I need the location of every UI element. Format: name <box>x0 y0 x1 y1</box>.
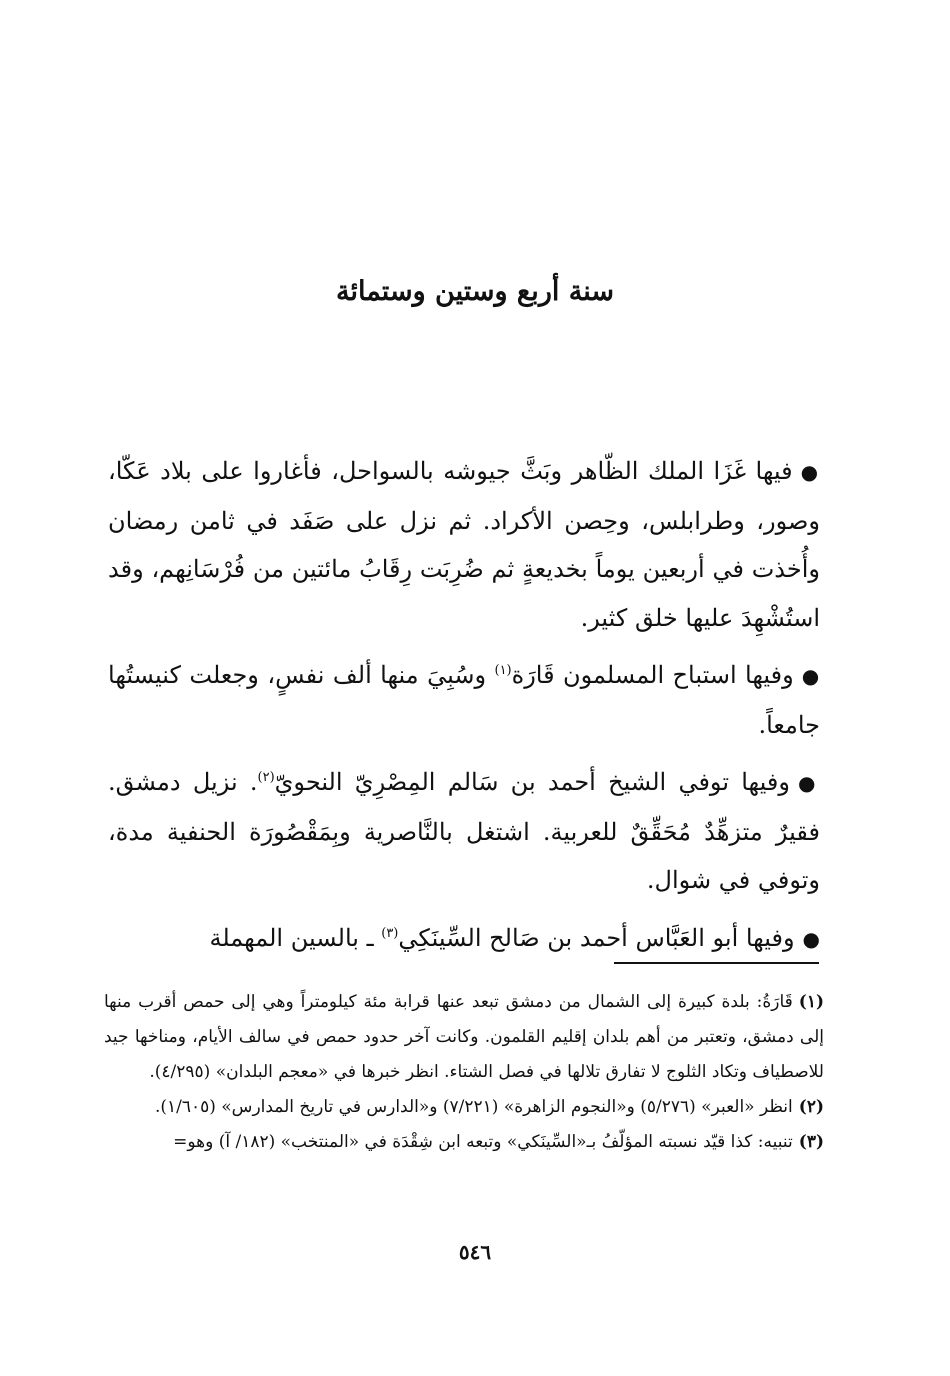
footnote-number: (٢) <box>798 1097 824 1117</box>
paragraph-3 <box>108 758 820 905</box>
page-number: ٥٤٦ <box>458 1240 492 1264</box>
footnotes <box>104 985 824 1160</box>
footnote-ref: (١) <box>494 663 512 678</box>
chapter-title: سنة أربع وستين وستمائة <box>335 276 614 307</box>
footnote-3 <box>104 1125 824 1160</box>
bullet-icon: ● <box>801 664 821 688</box>
bullet-icon: ● <box>802 926 820 951</box>
paragraph-1 <box>108 447 820 642</box>
footnote-text: قَارَةُ: بلدة كبيرة إلى الشمال من دمشق تبعد عنها قرابة مئة كيلومتراً وهي إلى حمص أقرب منها إلى دمشق، وتعتبر من أهم بلدان إقليم القلمون. وكانت آخر حدود حمص في سالف الأيام، ومناخها جيد للاصطياف وتكاد الثلوج لا تفارق تلالها في فصل الشتاء. انظر خبرها في «معجم البلدان» (٤/٢٩٥). <box>104 992 824 1082</box>
footnote-number: (٣) <box>798 1132 824 1152</box>
paragraph-text-after: . نزيل دمشق. فقيرٌ متزهِّدٌ مُحَقِّقٌ للعربية. اشتغل بالنَّاصرية وبِمَقْصُورَة الحنفية مدة، وتوفي في شوال. <box>108 768 820 894</box>
footnote-text: تنبيه: كذا قيّد نسبته المؤلّفُ بـ«السِّينَكي» وتبعه ابن شِقْدَة في «المنتخب» (١٨٢/ آ) وهو= <box>173 1132 793 1152</box>
paragraph-2 <box>108 651 820 749</box>
paragraph-text-before: وفيها توفي الشيخ أحمد بن سَالم المِصْرِيّ النحويّ <box>274 768 790 796</box>
footnote-text: انظر «العبر» (٥/٢٧٦) و«النجوم الزاهرة» (٧/٢٢١) و«الدارس في تاريخ المدارس» (١/٦٠٥). <box>154 1097 793 1117</box>
footnote-number: (١) <box>798 992 824 1012</box>
footnote-1 <box>104 985 824 1090</box>
paragraph-4 <box>108 914 820 964</box>
footnote-ref: (٣) <box>381 925 399 941</box>
bullet-icon: ● <box>800 460 820 484</box>
paragraph-text-before: وفيها أبو العَبَّاس أحمد بن صَالح السِّينَكِي <box>398 923 795 952</box>
paragraph-text-before: وفيها استباح المسلمون قَارَة <box>511 661 794 689</box>
footnote-ref: (٢) <box>257 770 275 785</box>
footnote-2 <box>104 1090 824 1125</box>
paragraph-text-after: وسُبِيَ منها ألف نفسٍ، وجعلت كنيستُها جامعاً. <box>108 661 820 739</box>
main-text <box>108 447 820 971</box>
bullet-icon: ● <box>797 771 821 795</box>
footnote-divider <box>614 962 819 964</box>
paragraph-text: فيها غَزَا الملك الظّاهر وبَثَّ جيوشه بالسواحل، فأغاروا على بلاد عَكّا، وصور، وطرابلس، وحِصن الأكراد. ثم نزل على صَفَد في ثامن رمضان وأُخذت في أربعين يوماً بخديعةٍ ثم ضُرِبَت رِقَابُ مائتين من فُرْسَانِهم، وقد استُشْهِدَ عليها خلق كثير. <box>108 457 820 632</box>
paragraph-text-after: ـ بالسين المهملة <box>209 923 382 952</box>
